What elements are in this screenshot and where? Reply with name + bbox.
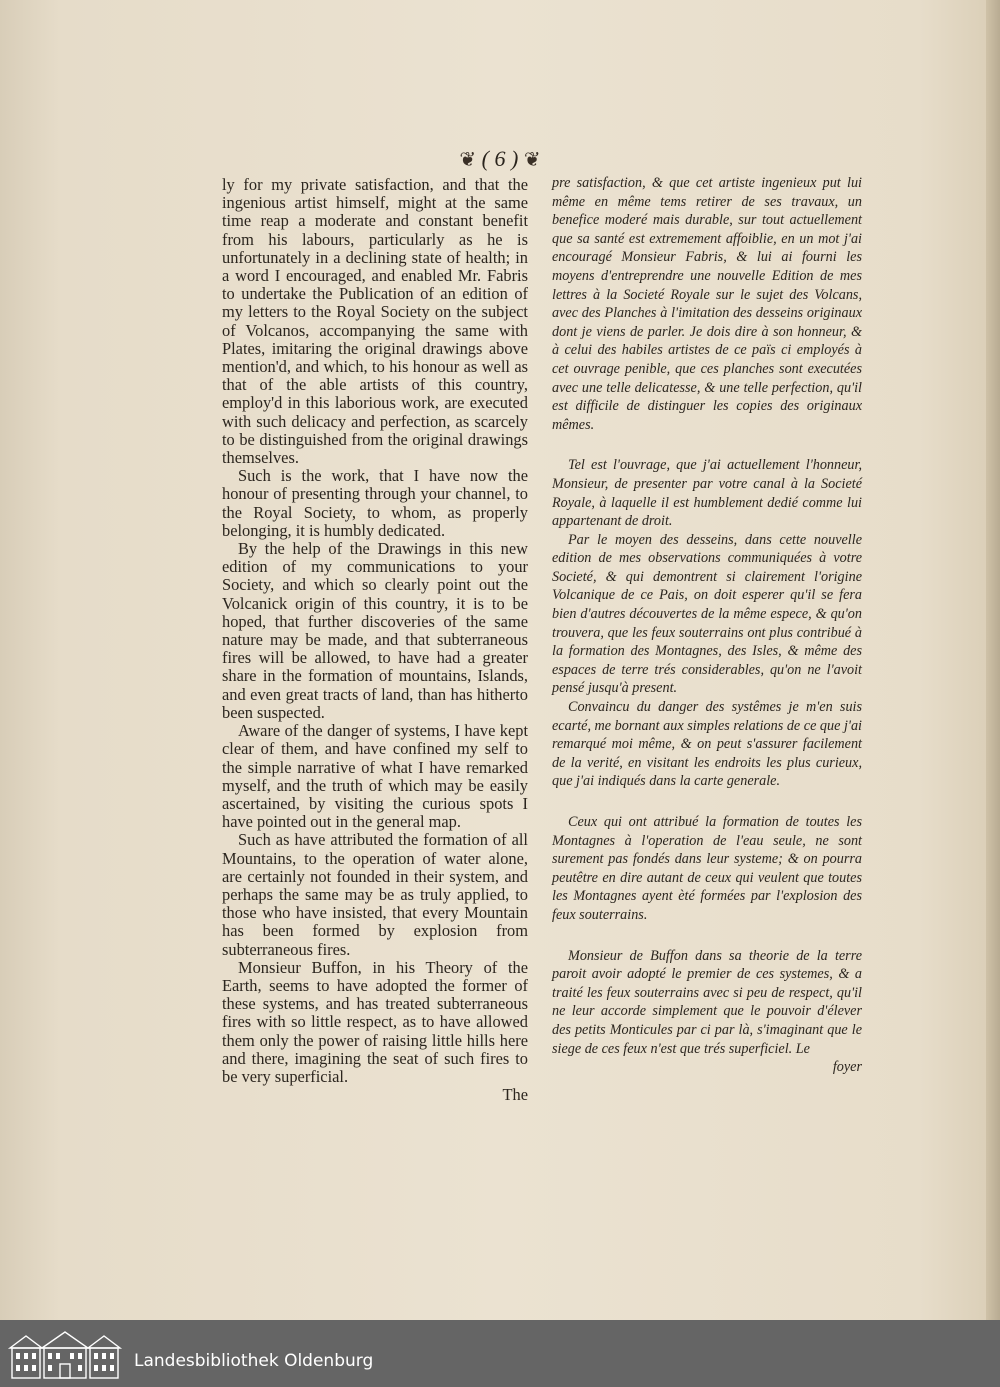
english-paragraph: Such is the work, that I have now the honour of presenting through your channel, to the Royal Society, to whom, as properly belonging, it is humbly dedicated. (222, 466, 528, 540)
french-paragraph: Convaincu du danger des systêmes je m'en suis ecarté, me bornant aux simples relations de ce que j'ai remarqué moi même, & on peut s'assurer facilement de la verité, en visitant les endroits les plus curieux, que j'ai indiqués dans la carte generale. (552, 699, 862, 790)
french-paragraph: Monsieur de Buffon dans sa theorie de la terre paroit avoir adopté le premier de ces systemes, & a traité les feux souterrains avec si peu de respect, qu'il ne leur accorde simplement que le pouvoir d'élever des petits Monticules par ci par là, s'imaginant que le siege de ces feux n'est que trés superficiel. Le (552, 947, 862, 1057)
english-paragraph: ly for my private satisfaction, and that the ingenious artist himself, might at the same time reap a moderate and constant benefit from his labours, particularly as he is unfortunately in a declining state of health; in a word I encouraged, and enabled Mr. Fabris to undertake the Publication of an edition of my letters to the Royal Society on the subject of Volcanos, accompanying the same with Plates, imitaring the original drawings above mention'd, and which, to his honour as well as that of the able artists of this country, employ'd in this laborious work, are executed with such delicacy and perfection, as scarcely to be distinguished from the original drawings themselves. (222, 175, 528, 468)
english-paragraph: Aware of the danger of systems, I have kept clear of them, and have confined my self to the simple narrative of what I have remarked myself, and the truth of which may be easily ascertained, by visiting the curious spots I have pointed out in the general map. (222, 721, 528, 832)
ornament-right-icon: ❦ (523, 149, 541, 171)
page-edge (986, 0, 1000, 1320)
library-name[interactable]: Landesbibliothek Oldenburg (134, 1351, 374, 1371)
library-building-icon (6, 1328, 124, 1380)
english-paragraph: Such as have attributed the formation of all Mountains, to the operation of water alone, are certainly not founded in their system, and perhaps the same may be as truly applied, to those who have insisted, that every Mountain has been formed by explosion from subterraneous fires. (222, 830, 528, 959)
french-paragraph: pre satisfaction, & que cet artiste ingenieux put lui même en même tems retirer de ses travaux, un benefice moderé mais durable, sur tout actuellement que sa santé est extremement affoiblie, en un mot j'ai encouragé Monsieur Fabris, & lui ai fourni les moyens d'entreprendre une nouvelle Edition de mes lettres à la Societé Royale sur le sujet des Volcans, avec des Planches à l'imitation des desseins originaux dont je viens de parler. Je dois dire à son honneur, & à celui des habiles artistes de ce païs ci employés à cet ouvrage penible, que ces planches sont executées avec une telle delicatesse, & une telle perfection, qu'il est difficile de distinguer les copies des originaux mêmes. (552, 175, 862, 433)
page-number: ( 6 ) (481, 146, 519, 171)
french-paragraph: Ceux qui ont attribué la formation de toutes les Montagnes à l'operation de l'eau seule, ne sont surement pas fondés dans leur systeme; & on pourra peutêtre en dire autant de ceux qui veulent que toutes les Montagnes ayent èté formées par l'explosion des feux souterrains. (552, 814, 862, 923)
french-paragraph: Tel est l'ouvrage, que j'ai actuellement l'honneur, Monsieur, de presenter par votre canal à la Societé Royale, à laquelle il est humblement dedié comme lui appartenant de droit. (552, 457, 862, 530)
english-column (222, 176, 528, 1104)
english-paragraph: By the help of the Drawings in this new edition of my communications to your Society, and which so clearly point out the Volcanick origin of this country, it is to be hoped, that further discoveries of the same nature may be made, and that subterraneous fires will be allowed, to have had a greater share in the formation of mountains, Islands, and even great tracts of land, than has hitherto been suspected. (222, 539, 528, 722)
french-column (552, 174, 862, 1077)
catchword: The (502, 1085, 528, 1105)
english-paragraph: Monsieur Buffon, in his Theory of the Earth, seems to have adopted the former of these systems, and has treated subterraneous fires with so little respect, as to have allowed them only the power of raising little hills here and there, imagining the seat of such fires to be very superficial. (222, 957, 528, 1086)
page-header (0, 146, 1000, 172)
ornament-left-icon: ❦ (459, 149, 477, 171)
catchword: foyer (832, 1059, 862, 1076)
french-paragraph: Par le moyen des desseins, dans cette nouvelle edition de mes observations communiquées à votre Societé, & qui demontrent si clairement l'origine Volcanique de ce Pais, on doit esperer qu'il se fera bien d'autres découvertes de la même espece, & qu'on trouvera, que les feux souterrains ont plus contribué à la formation des Montagnes, des Isles, & même des espaces de terre trés considerables, qu'on ne l'avoit pensé jusqu'à present. (552, 531, 862, 697)
